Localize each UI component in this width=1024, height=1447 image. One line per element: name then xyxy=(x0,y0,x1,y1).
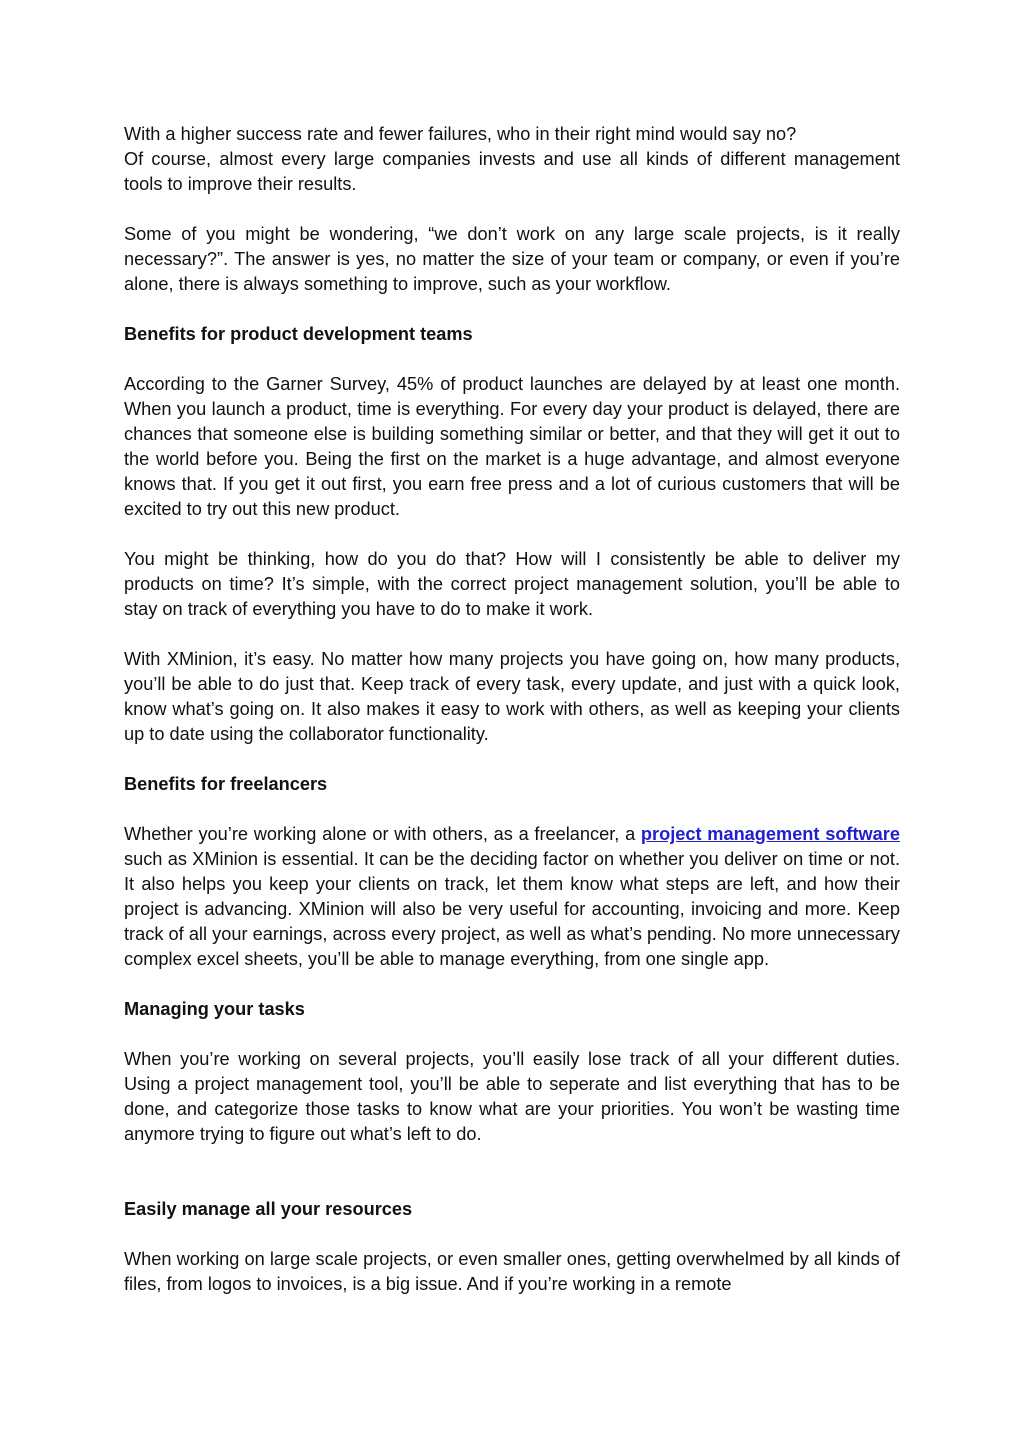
paragraph-tasks: When you’re working on several projects, you’ll easily lose track of all your different duties. Using a project management tool, you’ll be able to seperate and list everything that has to be done, and categorize those tasks to know what are your priorities. You won’t be wasting time anymore trying to figure out what’s left to do. xyxy=(124,1049,900,1144)
heading-managing-tasks: Managing your tasks xyxy=(124,999,305,1019)
paragraph-resources: When working on large scale projects, or even smaller ones, getting overwhelmed by all kinds of files, from logos to invoices, is a big issue. And if you’re working in a remote xyxy=(124,1249,900,1294)
project-management-software-link[interactable]: project management software xyxy=(640,824,900,844)
paragraph-garner-survey: According to the Garner Survey, 45% of product launches are delayed by at least one month. When you launch a product, time is everything. For every day your product is delayed, there are chances that someone else is building something similar or better, and that they will get it out to the world before you. Being the first on the market is a huge advantage, and almost everyone knows that. If you get it out first, you earn free press and a lot of curious customers that will be excited to try out this new product. xyxy=(124,374,900,519)
freelancer-text-prefix: Whether you’re working alone or with others, as a freelancer, a xyxy=(124,824,641,844)
paragraph-thinking: You might be thinking, how do you do that? How will I consistently be able to deliver my products on time? It’s simple, with the correct project management solution, you’ll be able to stay on track of everything you have to do to make it work. xyxy=(124,549,900,619)
paragraph-xminion: With XMinion, it’s easy. No matter how many projects you have going on, how many products, you’ll be able to do just that. Keep track of every task, every update, and just with a quick look, know what’s going on. It also makes it easy to work with others, as well as keeping your clients up to date using the collaborator functionality. xyxy=(124,649,900,744)
paragraph-freelancers xyxy=(124,822,900,972)
heading-manage-resources: Easily manage all your resources xyxy=(124,1199,413,1219)
heading-freelancers: Benefits for freelancers xyxy=(124,774,328,794)
document-page xyxy=(124,122,900,1322)
paragraph-wondering: Some of you might be wondering, “we don’t work on any large scale projects, is it really necessary?”. The answer is yes, no matter the size of your team or company, or even if you’re alone, there is always something to improve, such as your workflow. xyxy=(124,224,900,294)
intro-line-1: With a higher success rate and fewer failures, who in their right mind would say no? xyxy=(124,124,797,144)
heading-product-development: Benefits for product development teams xyxy=(124,324,473,344)
freelancer-text-suffix: such as XMinion is essential. It can be the deciding factor on whether you deliver on time or not. It also helps you keep your clients on track, let them know what steps are left, and how their project is advancing. XMinion will also be very useful for accounting, invoicing and more. Keep track of all your earnings, across every project, as well as what’s pending. No more unnecessary complex excel sheets, you’ll be able to manage everything, from one single app. xyxy=(124,849,900,969)
intro-paragraph xyxy=(124,122,900,197)
intro-line-2: Of course, almost every large companies invests and use all kinds of different management tools to improve their results. xyxy=(124,149,900,194)
